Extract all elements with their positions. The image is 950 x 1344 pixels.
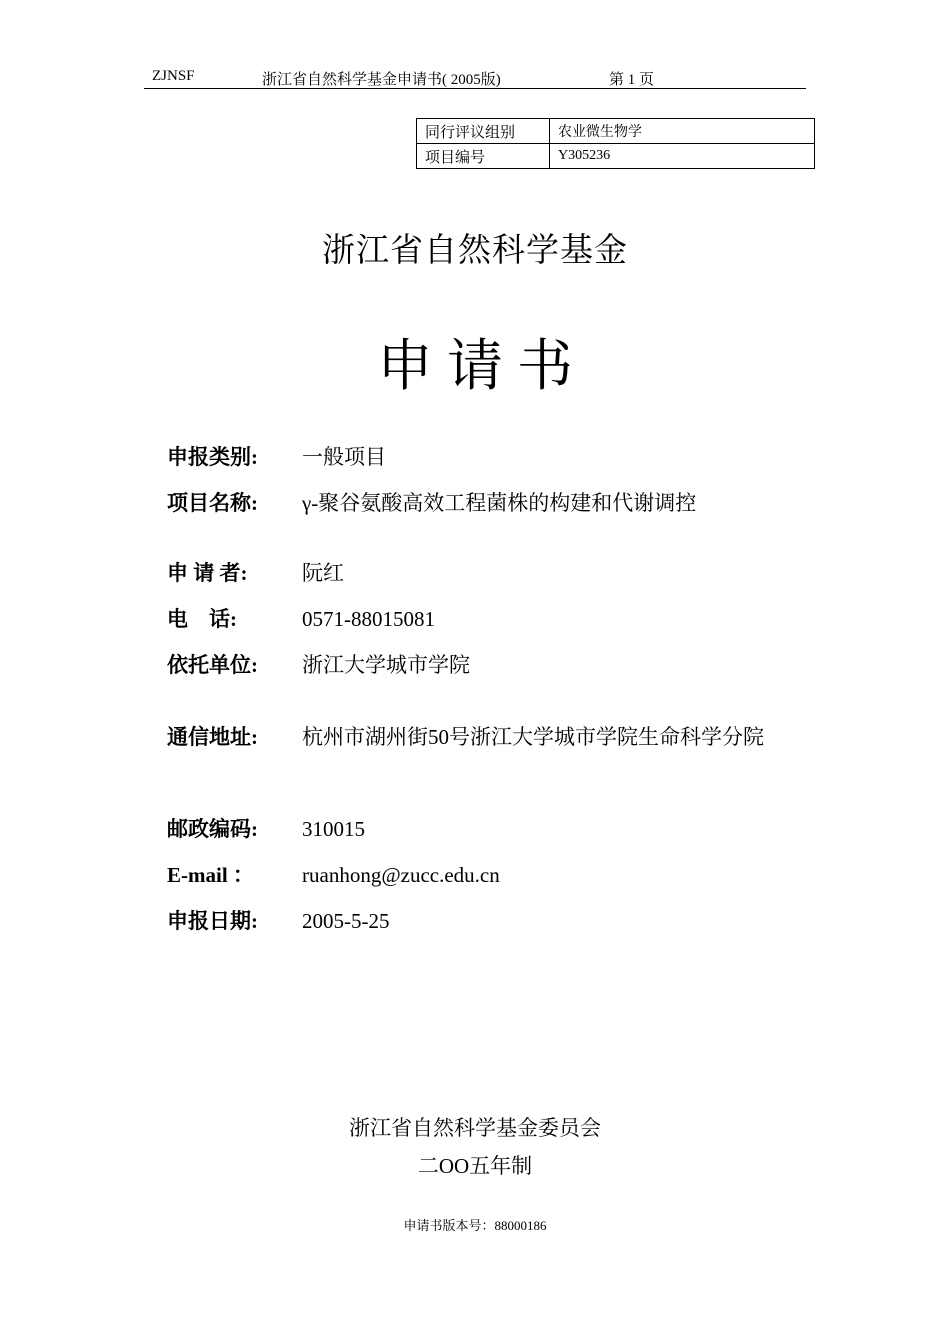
field-label: E-mail ： xyxy=(167,863,254,887)
field-label: 申 请 者: xyxy=(167,561,248,585)
table-row xyxy=(417,119,815,144)
committee-name: 浙江省自然科学基金委员会 xyxy=(349,1116,601,1140)
table-row xyxy=(417,144,815,169)
field-value: 2005-5-25 xyxy=(302,909,390,933)
project-number-label: 项目编号 xyxy=(417,144,550,169)
review-group-value: 农业微生物学 xyxy=(550,119,815,144)
page-header xyxy=(144,66,806,89)
header-title: 浙江省自然科学基金申请书( 2005版) xyxy=(262,72,501,88)
field-label: 申报类别: xyxy=(167,445,258,469)
field-value: 一般项目 xyxy=(302,445,386,469)
field-label: 电 话: xyxy=(167,607,237,631)
field-value: 阮红 xyxy=(302,561,344,585)
field-label: 项目名称: xyxy=(167,491,258,515)
project-number-value: Y305236 xyxy=(550,144,815,169)
field-label: 申报日期: xyxy=(167,909,258,933)
document-title: 申请书 xyxy=(377,336,587,398)
header-code: ZJNSF xyxy=(152,68,195,84)
field-value: 0571-88015081 xyxy=(302,607,435,631)
field-value: 浙江大学城市学院 xyxy=(302,653,470,677)
field-value: 杭州市湖州街50号浙江大学城市学院生命科学分院 xyxy=(302,725,764,749)
issue-year: 二OO五年制 xyxy=(417,1154,533,1178)
field-value: ruanhong@zucc.edu.cn xyxy=(302,863,500,887)
field-value: γ-聚谷氨酸高效工程菌株的构建和代谢调控 xyxy=(302,491,697,515)
form-version-number: 申请书版本号：88000186 xyxy=(403,1218,547,1233)
field-label: 邮政编码: xyxy=(167,817,258,841)
header-page-number: 第 1 页 xyxy=(609,72,655,88)
field-label: 通信地址: xyxy=(167,725,258,749)
field-label: 依托单位: xyxy=(167,653,258,677)
field-value: 310015 xyxy=(302,817,365,841)
fund-name-heading: 浙江省自然科学基金 xyxy=(322,233,628,269)
review-group-label: 同行评议组别 xyxy=(417,119,550,144)
review-info-table xyxy=(416,118,815,169)
